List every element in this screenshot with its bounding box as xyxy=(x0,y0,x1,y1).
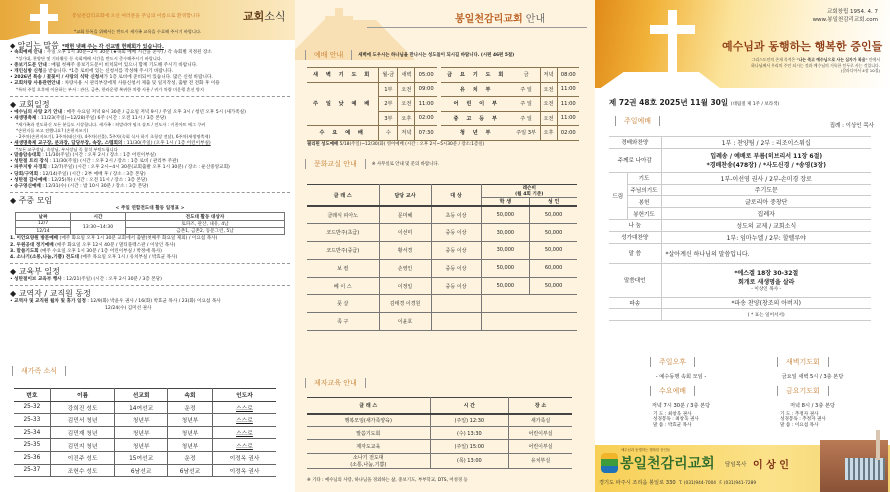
announce-item: • 2026년 특송 / 꽃꽂이 / 사랑의 식탁 신청서가 1층 로비에 준비되어 있습니다. 많은 신청 바랍니다. xyxy=(10,75,213,81)
table-row: 드림 기도 1부-이선영 권사 / 2부-손미경 장로 xyxy=(609,172,871,184)
new-family-table: 번호 이름 선교회 속회 인도자 25-32 강희진 성도 14여선교 운정 스스로 25-33 김민서 청년 청년부 청년부 스스로 25-34 김민재 청년 청년부 청년부 스스로 25-35 김민지 청년 청년부 청년부 스스로 25-36 이진주 성도 15여선교 운정 이정옥 권사 25-37 조헌수 성도 6남선교 6남선교 이정옥 권사 xyxy=(14,388,276,477)
worship-order-table xyxy=(609,136,871,321)
table-row: 말씀기도회 (수) 13:30 어린이부실 xyxy=(307,427,572,440)
table-row: 25-33 김민서 청년 청년부 청년부 스스로 xyxy=(14,414,276,427)
table-row: 파송 *파송 찬양(창조의 아버지) xyxy=(609,297,871,309)
wednesday-worship-label: 수요예배 xyxy=(650,386,695,396)
role-item: 말 씀 : 이요섭 목사 xyxy=(780,422,819,428)
table-row: ( * 표는 일어서서) xyxy=(609,309,871,321)
table-row: 25-37 조헌수 성도 6남선교 6남선교 이정옥 권사 xyxy=(14,464,276,477)
sunday-afternoon-label: 주일오후 xyxy=(650,357,695,367)
table-row: 경배와찬양 1부 : 찬양팀 / 2부 : 리조이스워십 xyxy=(609,137,871,149)
table-row: 제자도교육 (주일) 15:00 어린이부실 xyxy=(307,440,572,453)
founded-date: 교회창립 1954. 4. 7 xyxy=(827,9,878,15)
culture-class-table: 클 래 스 담당 교사 대 상 레슨비 (월 4회 기준) 학 생 성 인 클래식 피아노 문미혜 초등 이상 50,000 50,000 코드반주(초급) 이선미 중등 이상 30,000 50,000 코드반주(중급) 황서경 중등 이상 30,000 50,000 보 컬 손영인 중등 이상 50,000 60,000 베 이 스 이정일 중등 이상 50,000 50,000 풋 살 김태경 이경원 족 구 이윤호 xyxy=(307,184,577,331)
schedule-item: • 당회/구역회 : 12/14(주일) (시간 : 2부 예배 후 / 장소 : 3층 본당) xyxy=(10,171,146,177)
table-row: 25-36 이진주 성도 15여선교 운정 이정옥 권사 xyxy=(14,451,276,464)
table-row: 봉헌 글로리아 중창단 xyxy=(609,196,871,208)
announce-item: • 중보기도문 안내 : 매월 첫째주 중보기도문이 비치되어 있으니 함께 기도해 주시기 바랍니다. xyxy=(10,62,198,68)
table-row: 주께로 나아감 입례송 / 예배로 부름(히브리서 11장 6절) *경배찬송(478장) / *사도신경 / *송영(3장) xyxy=(609,148,871,172)
disciple-edu-label: 제자교육 안내 xyxy=(305,378,366,388)
staff-item: • 교역자 및 교직원 월차 및 휴가 일정 : 12/9(화) 박윤우 권사 / 16(화) 박효균 목사 / 23(화) 이요섭 목사 xyxy=(10,299,221,305)
announce-item: *특히 주일 오후에 이용하는 부서 : 관산, 금촌, 한라운행 복귀한 차량 사용 / 귀가 차량 미운행 혼선 방지 xyxy=(16,87,204,93)
table-row: 베 이 스 이정일 중등 이상 50,000 50,000 xyxy=(307,277,577,295)
cross-icon-bar xyxy=(30,14,58,21)
role-item: 기 도 : 추정자 권사 xyxy=(780,412,819,417)
table-row: 족 구 이윤호 xyxy=(307,313,577,331)
verse-ref: (갈라디아서 4장 10절) xyxy=(840,68,880,73)
table-row: 25-35 김민지 청년 청년부 청년부 스스로 xyxy=(14,439,276,452)
guide-title: 봉일천감리교회 안내 xyxy=(455,14,546,25)
announce-item: • 교회차량 사용관련안내 : 차량사용 시 관리부장에게 사용신청서 제출 및 일지작성, 출발 전 전화 후 이용 xyxy=(10,81,220,87)
role-item: 성경봉독 : 최창욱 권사 xyxy=(653,417,699,423)
table-row: 말씀대언 *에스겔 18장 30-32절 회개로 새생명을 살라 - 이상인 목사 - xyxy=(609,263,871,297)
page-title: 교회소식 xyxy=(243,10,286,23)
table-row: 수 요 예 배 수 저녁 07:30 청 년 부 주일 3부 오후 02:00 xyxy=(307,126,579,141)
table-row: 성가대찬양 1부: 임마누엘 / 2부: 할렐루야 xyxy=(609,231,871,243)
schedule-item: • 예수님의 사랑 2기 안내 : 매주 수요일 저녁 8시 30분 / 금요일 저녁 9시 / 주일 오후 3시 / 청년 오후 5시 (새가족실) xyxy=(10,109,246,115)
panel-church-news xyxy=(0,0,295,492)
issue-info: 제 72권 48호 2025년 11월 30일 (대림절 제 1주 / 보라색) xyxy=(609,98,780,107)
weekday-meeting-item: 3. 말씀기도회 (매주 수요일 오후 1시 30분 / 1층 어린이부실 / 박정애 목사) xyxy=(10,248,162,254)
weekday-meeting-item: 4. 소나기(소통,나눔,기쁨) 전도대 (매주 목요일 오후 1시 / 유치부실 / 박효균 목사) xyxy=(10,254,178,260)
filipino-worship-note: 필리핀 성도예배 5/18(주일)~12/30(화) 영어예배 (시간 : 오후 2시~5시30분 / 장소:1층실) xyxy=(307,142,485,147)
table-row: 말 씀 *살아계신 하나님의 말씀입니다. xyxy=(609,243,871,263)
panel-cover xyxy=(595,0,890,492)
website-link[interactable]: www.봉일천감리교회.com xyxy=(812,17,878,23)
table-row: 클래식 피아노 문미혜 초등 이상 50,000 50,000 xyxy=(307,206,577,224)
table-row: 행복모임(새가족양육) (주일) 12:30 새가족실 xyxy=(307,414,572,427)
register-note: *교회 등록을 위해서는 반드시 새가족 교육을 수료해 주시기 바랍니다. xyxy=(74,29,202,34)
schedule-item: *새가족과 전도하신 모든 분들도 시상합니다. 새가족 : 히말라야 핑크 솔트 / 전도자 : 키친아트 에그 쿠커 xyxy=(16,122,206,128)
table-row: 보 컬 손영인 중등 이상 50,000 60,000 xyxy=(307,259,577,277)
worship-guide-label: 예배 안내 xyxy=(305,50,352,60)
schedule-item: • 성탄절 트리 장식 : 11/30(주일) (시간 : 오후 2시 / 장소 : 1층 로비 / 관리부 주관) xyxy=(10,159,179,165)
education-item: • 성탄절이브 교육부 행사 : 12/21(주일) (시간 : 오후 2시 30분 / 3층 본당) xyxy=(10,277,162,283)
table-row: 코드반주(초급) 이선미 중등 이상 30,000 50,000 xyxy=(307,224,577,242)
pastor-title: 담임목사 xyxy=(725,462,747,468)
culture-class-label: 문화교실 안내 xyxy=(305,159,366,169)
dawn-prayer-text: 금요일 새벽 5시 / 3층 본당 xyxy=(781,374,844,380)
table-row: 풋 살 김태경 이경원 xyxy=(307,295,577,313)
table-row: 코드반주(중급) 황서경 중등 이상 30,000 50,000 xyxy=(307,242,577,260)
church-logo-icon xyxy=(601,453,618,473)
wednesday-worship-text: 저녁 7시 30분 / 3층 본당 xyxy=(651,403,711,409)
table-row: 새 벽 기 도 회 월-금 새벽 05:00 금 요 기 도 회 금 저녁 08:00 xyxy=(307,68,579,83)
announce-item: • 속회예배 안내 : 주일 오후 1시 30분~2시 30분 (★속회 예배 시간을 준수) / 각 속회별 지정된 장소 xyxy=(10,50,212,56)
slogan: 예수님과 동행하는 행복한 증인들 xyxy=(722,40,883,53)
role-item: 기 도 : 최창욱 권사 xyxy=(653,412,692,417)
sunday-worship-label: 주일예배 xyxy=(615,116,660,126)
table-row: 25-32 강희진 성도 14여선교 운정 스스로 xyxy=(14,401,276,414)
culture-note: ※ 사무실로 안내 및 문의 바랍니다. xyxy=(371,162,440,167)
table-row: 25-34 김민재 청년 청년부 청년부 스스로 xyxy=(14,426,276,439)
verse-line-2: 하나님께서 우리의 주인 되시는 것과 예수님의 거룩한 인두로 사는 것입니다. xyxy=(751,62,880,68)
worship-note: 새벽에 도우시는 하나님을 만나시는 성도들이 되시길 바랍니다. (시편 46편 5절) xyxy=(358,53,515,58)
weekday-meeting-item: 1. 이안요양원 방문예배 (매주 화요일 오후 1시 30분 교회에서 출발(첫째주 화요일 제외) / 이요섭 목사) xyxy=(10,236,218,242)
disciple-footer: ※ 기타 : 예수님의 사랑, 하나님을 경외하는 삶, 중보기도, 부부학교, DTS, 어성경 등 xyxy=(307,478,468,483)
table-row: 2부 오전 11:00 어 린 이 부 주 일 오전 11:00 xyxy=(307,97,579,112)
table-row: 소나기 전도대 (소통,나눔,기쁨) (목) 13:00 유치부실 xyxy=(307,453,572,468)
schedule-item: *모든 교구장님, 속장님, 부서장님 꼭 참석 부탁드립니다 xyxy=(16,146,118,152)
new-family-label: 새가족 소식 xyxy=(12,366,66,376)
table-row: 주님의기도 주기도문 xyxy=(609,184,871,196)
schedule-item: • 새생명축제 : 11/23(주일)~12/28(주일) 6주 (시간 : 오전 11시 / 3층 본당) xyxy=(10,115,167,121)
church-building-image xyxy=(820,440,888,492)
church-footer xyxy=(595,445,890,492)
sunday-afternoon-text: - 예수동행 속회 모임 - xyxy=(655,374,707,380)
table-row: 주 일 낮 예 배 1부 오전 09:00 유 치 부 주 일 오전 11:00 xyxy=(307,82,579,97)
dawn-prayer-label: 새벽기도회 xyxy=(777,357,829,367)
announce-item: • 개인심방 신청을 받습니다. *1층 로비에 있는 신청서를 작성해 주시기 바랍니다. xyxy=(10,68,174,74)
cross-icon xyxy=(668,10,677,72)
role-item: 말 씀 : 박효균 목사 xyxy=(653,422,692,428)
verse-line-1: 그리스도인의 존재 목적은 "나는 죽고 예수님으로 사는 십자가 복음" 안에서 xyxy=(751,57,880,62)
worship-table xyxy=(307,67,579,141)
welcome-text: 봉일천감리교회에 오신 여러분을 주님의 이름으로 환영합니다 xyxy=(72,14,201,19)
schedule-item: *손편지를 쓰고 전했나요? (손편지쓰기) xyxy=(16,128,89,134)
role-item: 성경봉독 : 추정자 권사 xyxy=(780,417,826,423)
announcements: ◆ 알리는 말씀 *매현 넷째 주는 각 선교별 헌례회가 있습니다. • 속회예배 안내 : 주일 오후 1시 30분~2시 30분 (★속회 예배 시간을 준수) / 각 속회별 지정된 장소 *성가대, 찬양단 및 기타활동 등 속회예배 시간을 반드시 준수해주시기 바랍니다. • 중보기도문 안내 : 매월 첫째주 중보기도문이 비치되어 있으니 함께 기도해 주시기 바랍니다. • 개인심방 신청을 받습니다. *1층 로비에 있는 신청서를 작성해 주시기 바랍니다. • 2026년 특송 / 꽃꽂이 / 사랑의 식탁 신청서가 1층 로비에 준비되어 있습니다. 많은 신청 바랍니다. • 교회차량 사용관련안내 : 차량사용 시 관리부장에게 사용신청서 제출 및 일지작성, 출발 전 전화 후 이용 *특히 주일 오후에 이용하는 부서 : 관산, 금촌, 한라운행 복귀한 차량 사용 / 귀가 차량 미운행 혼선 방지 ◆ 교회일정 • 예수님의 사랑 2기 안내 : 매주 수요일 저녁 8시 30분 / 금요일 저녁 9시 / 주일 오후 3시 / 청년 오후 5시 (새가족실) • 새생명축제 : 11/23(주일)~12/28(주일) 6주 (시간 : 오전 11시 / 3층 본당) *새가족과 전도하신 모든 분들도 시상합니다. 새가족 : 히말라야 핑크 솔트 / 전도자 : 키친아트 에그 쿠커 *손편지를 쓰고 전했나요? (손편지쓰기) - 2주차(손편지쓰기), 3주차(태신자), 4주차(선물), 5주차(속회 식사 하기 초청장 전달), 6주차(새생명축제) • 새생명축제 교구장, 분과장, 담당부장, 속장, 스텝회의 : 11/30(주일) (오후 1시 / 1층 어린이부실) *모든 교구장님, 속장님, 부서장님 꼭 참석 부탁드립니다 • 말씀암송대회 : 11/30(주일) (시간 : 오후 2시 / 장소 : 1층 어린이부실) • 성탄절 트리 장식 : 11/30(주일) (시간 : 오후 2시 / 장소 : 1층 로비 / 관리부 주관) • 파주지방 사경회 : 12/7(주일) (시간 : 오후 2시~4시 30분(교회출발 오후 1시 30분) / 장소 : 운산중앙교회) • 당회/구역회 : 12/14(주일) (시간 : 2부 예배 후 / 장소 : 3층 본당) • 성탄절 감사예배 : 12/25(목) (시간 : 오전 11시 / 장소 : 3층 본당) • 송구영신예배 : 12/31(수) (시간 : 밤 10시 30분 / 장소 : 3층 본당) ◆ 주중 모임 < 주일 연합전도대 활동 일정표 > 날짜 시간 전도대 활동 대상자 12/7 13:30~14:30 토파즈, 관산, 내유, 4남 12/14 금촌1, 금촌2, 동문그린, 5남 1. 이안요양원 방문예배 (매주 화요일 오후 1시 30분 교회에서 출발(첫째주 화요일 제외) / 이요섭 목사) 2. 두원공대 정기예배 (매주 화요일 오후 12시 40분 / 멀티플렉스관 / 이상인 목사) 3. 말씀기도회 (매주 수요일 오후 1시 30분 / 1층 어린이부실 / 박정애 목사) 4. 소나기(소통,나눔,기쁨) 전도대 (매주 목요일 오후 1시 / 유치부실 / 박효균 목사) ◆ 교육부 일정 • 성탄절이브 교육부 행사 : 12/21(주일) (시간 : 오후 2시 30분 / 3층 본당) ◆ 교역자 / 교직원 동정 • 교역자 및 교직원 월차 및 휴가 일정 : 12/9(화) 박윤우 권사 / 16(화) 박효균 목사 / 23(화) 이요섭 목사 12/24(수) 김미선 권사 xyxy=(10,43,290,312)
meeting-caption: < 주일 연합전도대 활동 일정표 > xyxy=(115,206,185,212)
friday-prayer-label: 금요기도회 xyxy=(777,386,829,396)
presider: 집례 : 이상인 목사 xyxy=(829,123,874,129)
schedule-item: • 파주지방 사경회 : 12/7(주일) (시간 : 오후 2시~4시 30분(교회출발 오후 1시 30분) / 장소 : 운산중앙교회) xyxy=(10,165,230,171)
contact-info: 경기도 파주시 조리읍 봉일로 330 T. (031)944-7004 F. (031)941-7289 xyxy=(599,480,757,486)
announce-item: *성가대, 찬양단 및 기타활동 등 속회예배 시간을 반드시 준수해주시기 바랍니다. xyxy=(16,56,163,62)
cross-icon xyxy=(40,4,48,38)
church-name: 봉일천감리교회 xyxy=(620,456,715,472)
footer-tagline: 예수님과 동행하는 행복한 증인들 xyxy=(621,448,671,452)
table-row: 3부 오후 02:00 중 고 등 부 주 일 오전 11:00 xyxy=(307,111,579,126)
table-row: 봉헌기도 집례자 xyxy=(609,208,871,220)
panel-church-guide xyxy=(295,0,595,492)
staff-item: 12/24(수) 김미선 권사 xyxy=(105,305,152,311)
schedule-item: • 송구영신예배 : 12/31(수) (시간 : 밤 10시 30분 / 장소 : 3층 본당) xyxy=(10,184,149,190)
table-row: 나 눔 성도의 교제 / 교회소식 xyxy=(609,219,871,231)
friday-prayer-text: 저녁 8시 / 3층 본당 xyxy=(789,403,835,409)
schedule-item: • 새생명축제 교구장, 분과장, 담당부장, 속장, 스텝회의 : 11/30(주일) (오후 1시 / 1층 어린이부실) xyxy=(10,140,211,146)
schedule-item: - 2주차(손편지쓰기), 3주차(태신자), 4주차(선물), 5주차(속회 식사 하기 초청장 전달), 6주차(새생명축제) xyxy=(16,134,211,140)
cross-icon-bar xyxy=(650,25,695,34)
schedule-item: • 말씀암송대회 : 11/30(주일) (시간 : 오후 2시 / 장소 : 1층 어린이부실) xyxy=(10,153,156,159)
schedule-item: • 성탄절 감사예배 : 12/25(목) (시간 : 오전 11시 / 장소 : 3층 본당) xyxy=(10,177,148,183)
weekday-meeting-item: 2. 두원공대 정기예배 (매주 화요일 오후 12시 40분 / 멀티플렉스관 / 이상인 목사) xyxy=(10,242,176,248)
meeting-table: 날짜 시간 전도대 활동 대상자 12/7 13:30~14:30 토파즈, 관산, 내유, 4남 12/14 금촌1, 금촌2, 동문그린, 5남 xyxy=(15,212,285,235)
disciple-edu-table: 클 래 스 시 간 장 소 행복모임(새가족양육) (주일) 12:30 새가족실 말씀기도회 (수) 13:30 어린이부실 제자도교육 (주일) 15:00 어린이부실 소나기 전도대 (소통,나눔,기쁨) (목) 13:00 유치부실 xyxy=(307,397,572,469)
pastor-name: 이 상 인 xyxy=(753,460,789,471)
